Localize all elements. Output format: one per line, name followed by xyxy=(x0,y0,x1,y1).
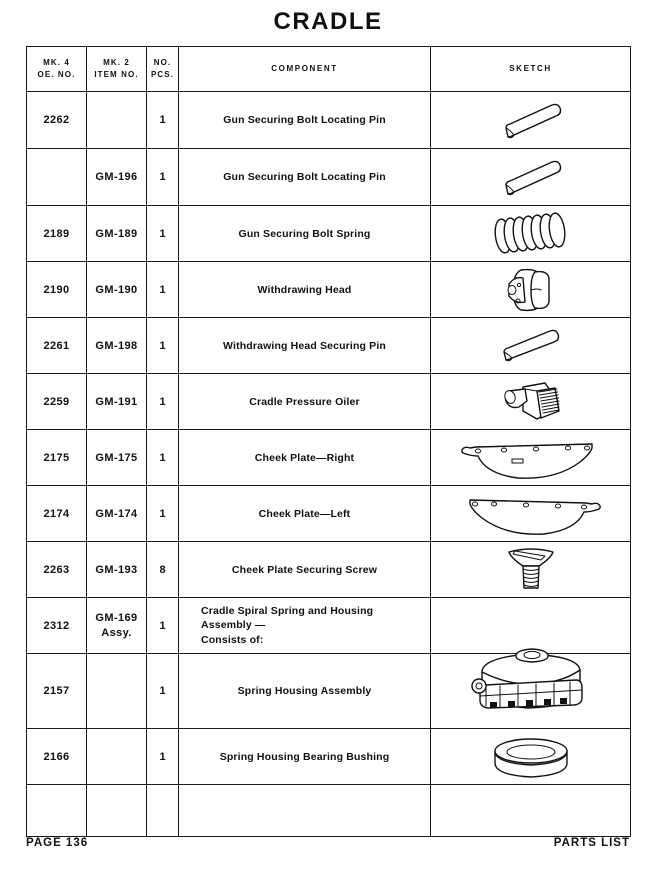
cell-no-pcs: 1 xyxy=(147,318,179,374)
parts-table xyxy=(26,46,631,837)
cell-component: Withdrawing Head xyxy=(179,262,431,318)
header-pcs-line1: NO. xyxy=(153,58,172,68)
cell-mk2-no xyxy=(87,598,147,654)
cell-sketch xyxy=(431,542,631,598)
cell-component: Spring Housing Bearing Bushing xyxy=(179,729,431,785)
cell-sketch xyxy=(431,92,631,149)
cell-mk2-no xyxy=(87,654,147,729)
cell-mk2-no: GM-174 xyxy=(87,486,147,542)
header-mk4-oe-no xyxy=(27,47,87,92)
footer-document-label: PARTS LIST xyxy=(553,837,630,849)
header-mk2-item-no xyxy=(87,47,147,92)
table-row xyxy=(27,729,631,785)
cell-no-pcs xyxy=(147,785,179,837)
header-pcs-line2: PCS. xyxy=(150,70,175,79)
header-component: COMPONENT xyxy=(179,47,431,92)
cell-no-pcs: 1 xyxy=(147,598,179,654)
table-row xyxy=(27,374,631,430)
cell-sketch xyxy=(431,374,631,430)
cell-sketch xyxy=(431,654,631,729)
cell-component: Withdrawing Head Securing Pin xyxy=(179,318,431,374)
cell-mk4-no: 2262 xyxy=(27,92,87,149)
securing-pin-icon xyxy=(486,324,576,368)
header-mk4-line1: MK. 4 xyxy=(43,58,70,68)
cell-sketch xyxy=(431,486,631,542)
cell-sketch xyxy=(431,206,631,262)
cell-component: Gun Securing Bolt Locating Pin xyxy=(179,149,431,206)
cell-mk2-no xyxy=(87,729,147,785)
cell-mk2-no: GM-193 xyxy=(87,542,147,598)
header-row xyxy=(27,47,631,92)
cell-mk2-no: GM-196 xyxy=(87,149,147,206)
cell-mk2-line2: Assy. xyxy=(101,626,132,639)
table-row xyxy=(27,318,631,374)
component-line1: Cradle Spiral Spring and Housing Assembly — xyxy=(201,605,374,632)
cell-mk2-no xyxy=(87,785,147,837)
table-row xyxy=(27,785,631,837)
cell-no-pcs: 8 xyxy=(147,542,179,598)
component-line2: Consists of: xyxy=(201,633,264,646)
cheek-plate-right-icon xyxy=(456,434,606,482)
table-row xyxy=(27,149,631,206)
cell-mk2-no: GM-191 xyxy=(87,374,147,430)
cell-mk2-no: GM-175 xyxy=(87,430,147,486)
footer-page-number: PAGE 136 xyxy=(26,837,89,849)
cell-no-pcs: 1 xyxy=(147,262,179,318)
cell-no-pcs: 1 xyxy=(147,206,179,262)
cell-mk4-no: 2189 xyxy=(27,206,87,262)
table-row xyxy=(27,206,631,262)
cell-mk4-no: 2157 xyxy=(27,654,87,729)
bearing-bushing-icon xyxy=(489,735,573,779)
table-header xyxy=(27,47,631,92)
cell-component: Cheek Plate—Left xyxy=(179,486,431,542)
pressure-oiler-icon xyxy=(493,377,569,427)
cheek-plate-left-icon xyxy=(456,490,606,538)
cell-sketch xyxy=(431,729,631,785)
cell-sketch xyxy=(431,318,631,374)
cell-mk2-no: GM-198 xyxy=(87,318,147,374)
cell-mk4-no: 2259 xyxy=(27,374,87,430)
withdrawing-head-icon xyxy=(491,264,571,316)
flat-head-screw-icon xyxy=(501,544,561,596)
table-row xyxy=(27,92,631,149)
cell-mk4-no: 2166 xyxy=(27,729,87,785)
cell-mk2-line1: GM-169 xyxy=(95,611,138,624)
cell-no-pcs: 1 xyxy=(147,92,179,149)
cell-no-pcs: 1 xyxy=(147,374,179,430)
cell-mk2-no xyxy=(87,92,147,149)
spring-housing-assembly-icon xyxy=(466,646,596,720)
cell-component: Gun Securing Bolt Spring xyxy=(179,206,431,262)
locating-pin-icon xyxy=(486,154,576,200)
page-footer xyxy=(26,837,630,849)
table-row xyxy=(27,430,631,486)
cell-mk2-no: GM-189 xyxy=(87,206,147,262)
table-row xyxy=(27,486,631,542)
cell-component: Cheek Plate—Right xyxy=(179,430,431,486)
cell-sketch xyxy=(431,430,631,486)
header-mk4-line2: OE. NO. xyxy=(37,70,76,79)
header-mk2-line2: ITEM NO. xyxy=(94,70,139,79)
cell-mk4-no xyxy=(27,149,87,206)
cell-no-pcs: 1 xyxy=(147,430,179,486)
cell-mk4-no: 2190 xyxy=(27,262,87,318)
locating-pin-icon xyxy=(486,97,576,143)
header-mk2-line1: MK. 2 xyxy=(103,58,130,68)
header-no-pcs xyxy=(147,47,179,92)
cell-sketch xyxy=(431,785,631,837)
cell-no-pcs: 1 xyxy=(147,149,179,206)
cell-no-pcs: 1 xyxy=(147,729,179,785)
table-body xyxy=(27,92,631,837)
cell-mk4-no: 2175 xyxy=(27,430,87,486)
header-sketch: SKETCH xyxy=(431,47,631,92)
page-title: CRADLE xyxy=(273,8,383,35)
cell-mk4-no: 2263 xyxy=(27,542,87,598)
cell-mk4-no xyxy=(27,785,87,837)
cell-mk2-no: GM-190 xyxy=(87,262,147,318)
cell-mk4-no: 2312 xyxy=(27,598,87,654)
cell-component: Spring Housing Assembly xyxy=(179,654,431,729)
cell-sketch xyxy=(431,149,631,206)
cell-mk4-no: 2174 xyxy=(27,486,87,542)
table-row xyxy=(27,654,631,729)
cell-no-pcs: 1 xyxy=(147,486,179,542)
table-row xyxy=(27,262,631,318)
cell-no-pcs: 1 xyxy=(147,654,179,729)
cell-component xyxy=(179,598,431,654)
cell-component: Cheek Plate Securing Screw xyxy=(179,542,431,598)
coil-spring-icon xyxy=(481,209,581,259)
cell-component: Gun Securing Bolt Locating Pin xyxy=(179,92,431,149)
cell-component: Cradle Pressure Oiler xyxy=(179,374,431,430)
table-row xyxy=(27,542,631,598)
cell-component xyxy=(179,785,431,837)
cell-sketch xyxy=(431,262,631,318)
cell-mk4-no: 2261 xyxy=(27,318,87,374)
